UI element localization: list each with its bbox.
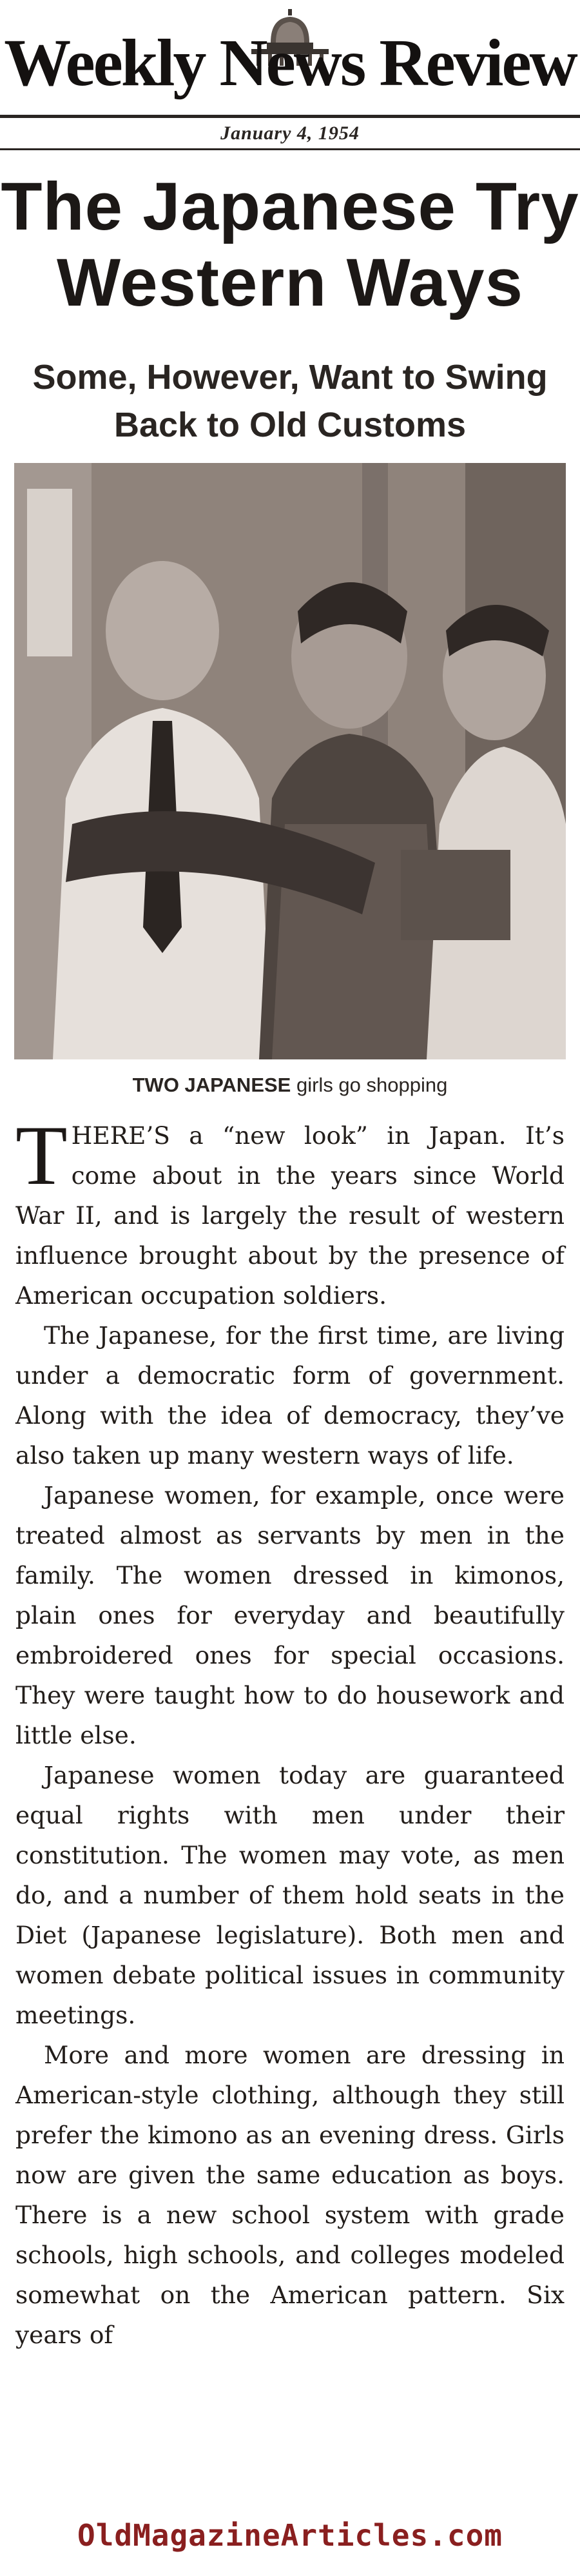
paragraph-3: Japanese women, for example, once were treated almost as servants by men in the family. The women dressed in kimonos, plain ones for everyday and beautifully embroidered ones for special occasions. They were taught how to do housework and little else. <box>15 1481 565 1749</box>
paragraph-4: Japanese women today are guaranteed equal rights with men under their constitution. The women may vote, as men do, and a number of them hold seats in the Diet (Japanese legislature). Both men and women debate political issues in community meetings. <box>15 1761 565 2029</box>
masthead-rule <box>0 115 580 118</box>
masthead <box>0 0 580 144</box>
article-headline: The Japanese Try Western Ways <box>1 169 579 320</box>
paragraph-5: More and more women are dressing in American-style clothing, although they still prefer the kimono as an evening dress. Girls now are given the same education as boys. There is a new school system with grade schools, high schools, and colleges modeled somewhat on the American pattern. Six years of <box>15 2041 565 2349</box>
paragraph-2: The Japanese, for the first time, are living under a democratic form of government. Along with the idea of democracy, they’ve also taken up many western ways of life. <box>15 1321 565 1470</box>
photo-illustration <box>14 463 566 1059</box>
publication-title: Weekly News Review <box>4 26 576 100</box>
article-body <box>15 1108 565 2355</box>
date-rule <box>0 148 580 150</box>
photo-caption-text: girls go shopping <box>296 1074 448 1096</box>
article-subhead: Some, However, Want to Swing Back to Old Customs <box>32 358 548 444</box>
article-photo <box>14 463 566 1059</box>
photo-caption-lead: TWO JAPANESE <box>132 1074 291 1096</box>
source-watermark: OldMagazineArticles.com <box>77 2518 503 2553</box>
photo-caption <box>0 1074 580 1097</box>
paragraph-1 <box>15 1108 565 1315</box>
issue-date: January 4, 1954 <box>220 123 360 144</box>
paragraph-1-text: HERE’S a “new look” in Japan. It’s come about in the years since World War II, and is largely the result of western influence brought about by the presence of American occupation soldiers. <box>15 1121 565 1310</box>
drop-cap: T <box>15 1108 68 1203</box>
